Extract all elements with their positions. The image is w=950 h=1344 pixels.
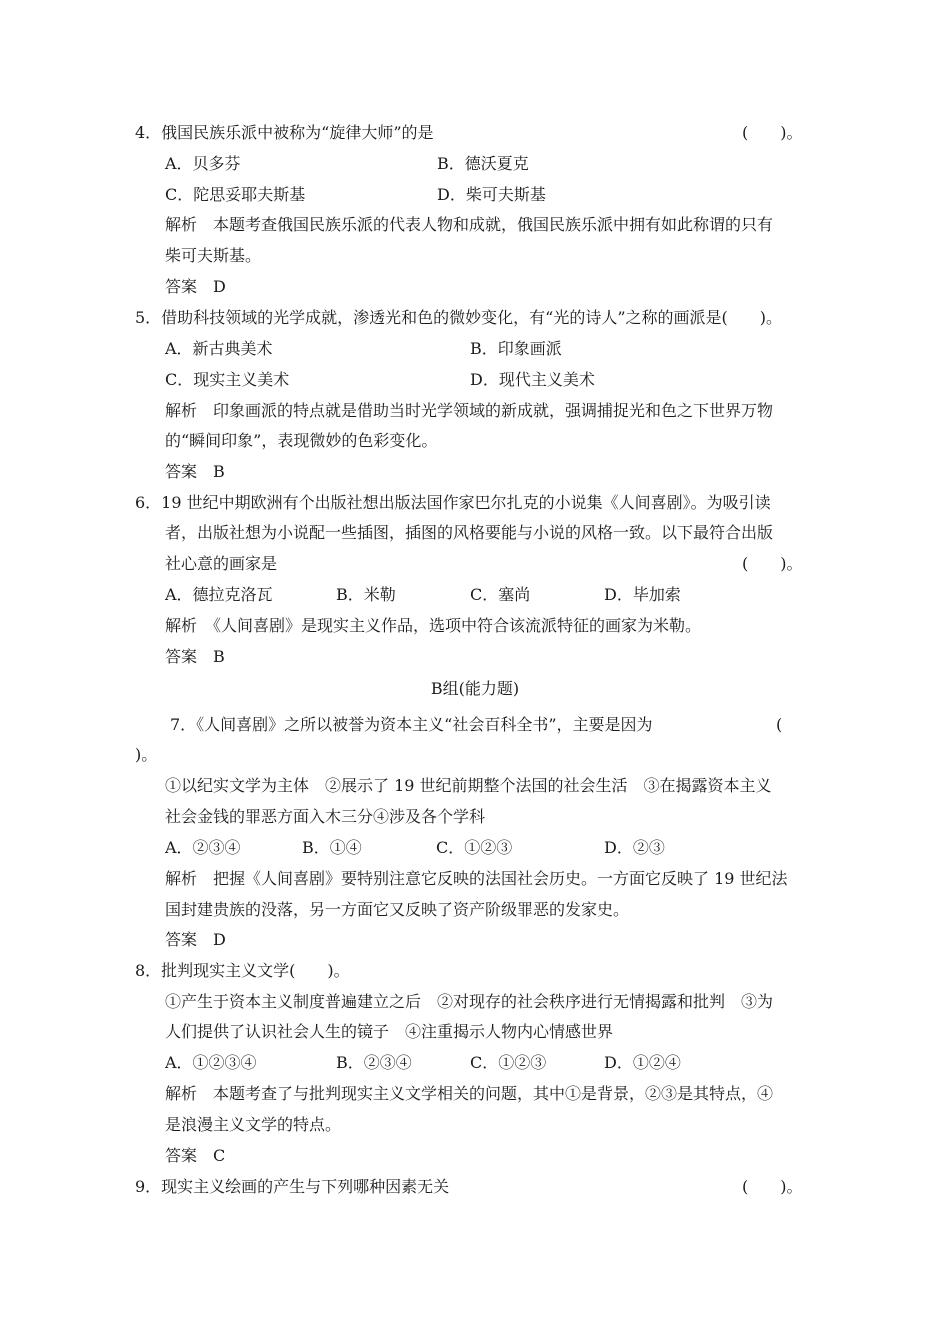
q7-option-a: A．②③④ <box>165 838 241 857</box>
q4-analysis-line2: 柴可夫斯基。 <box>165 246 262 265</box>
q5-stem: 5．借助科技领域的光学成就，渗透光和色的微妙变化，有“光的诗人”之称的画派是( )。 <box>135 308 783 327</box>
q7-stem-line2: )。 <box>135 745 158 764</box>
q7-items-line1: ①以纪实文学为主体 ②展示了 19 世纪前期整个法国的社会生活 ③在揭露资本主义 <box>165 776 772 795</box>
q8-analysis-line1: 解析 本题考查了与批判现实主义文学相关的问题，其中①是背景，②③是其特点，④ <box>165 1084 774 1103</box>
q6-answer: 答案 B <box>165 647 225 666</box>
q8-items-line2: 人们提供了认识社会人生的镜子 ④注重揭示人物内心情感世界 <box>165 1022 614 1041</box>
q5-analysis-line1: 解析 印象画派的特点就是借助当时光学领域的新成就，强调捕捉光和色之下世界万物 <box>165 401 774 420</box>
q9-answer-paren: ( )。 <box>742 1177 803 1196</box>
q6-analysis-line1: 解析 《人间喜剧》是现实主义作品，选项中符合该流派特征的画家为米勒。 <box>165 616 702 635</box>
q7-analysis-line2: 国封建贵族的没落，另一方面它又反映了资产阶级罪恶的发家史。 <box>165 900 630 919</box>
q4-option-a: A．贝多芬 <box>165 154 241 173</box>
q6-option-b: B．米勒 <box>336 585 396 604</box>
q5-option-d: D．现代主义美术 <box>470 370 595 389</box>
q8-items-line1: ①产生于资本主义制度普遍建立之后 ②对现存的社会秩序进行无情揭露和批判 ③为 <box>165 992 774 1011</box>
q7-option-c: C．①②③ <box>436 838 513 857</box>
q4-analysis-line1: 解析 本题考查俄国民族乐派的代表人物和成就，俄国民族乐派中拥有如此称谓的只有 <box>165 215 774 234</box>
q7-option-b: B．①④ <box>302 838 362 857</box>
section-b-heading: B组(能力题) <box>430 679 520 698</box>
q7-stem-line1: 7．《人间喜剧》之所以被誉为资本主义“社会百科全书”，主要是因为 <box>170 715 653 734</box>
q5-answer: 答案 B <box>165 462 225 481</box>
q8-option-c: C．①②③ <box>470 1053 547 1072</box>
q6-option-c: C．塞尚 <box>470 585 531 604</box>
q6-answer-paren: ( )。 <box>742 554 803 573</box>
q4-option-d: D．柴可夫斯基 <box>437 185 546 204</box>
q4-answer: 答案 D <box>165 277 226 296</box>
q7-answer: 答案 D <box>165 930 226 949</box>
q8-stem: 8．批判现实主义文学( )。 <box>135 961 350 980</box>
q7-option-d: D．②③ <box>604 838 665 857</box>
q9-stem: 9．现实主义绘画的产生与下列哪种因素无关 <box>135 1177 450 1196</box>
q5-option-c: C．现实主义美术 <box>165 370 290 389</box>
q8-option-d: D．①②④ <box>604 1053 681 1072</box>
q7-analysis-line1: 解析 把握《人间喜剧》要特别注意它反映的法国社会历史。一方面它反映了 19 世纪法 <box>165 869 788 888</box>
q6-stem-line2: 者，出版社想为小说配一些插图，插图的风格要能与小说的风格一致。以下最符合出版 <box>165 523 774 542</box>
q4-stem: 4．俄国民族乐派中被称为“旋律大师”的是 <box>135 123 434 142</box>
q4-option-b: B．德沃夏克 <box>437 154 529 173</box>
q6-stem-line1: 6．19 世纪中期欧洲有个出版社想出版法国作家巴尔扎克的小说集《人间喜剧》。为吸引读 <box>135 493 771 512</box>
q5-option-a: A．新古典美术 <box>165 339 273 358</box>
q6-option-d: D．毕加索 <box>604 585 681 604</box>
q8-option-a: A．①②③④ <box>165 1053 257 1072</box>
q4-answer-paren: ( )。 <box>742 123 803 142</box>
q5-option-b: B．印象画派 <box>470 339 562 358</box>
q7-items-line2: 社会金钱的罪恶方面入木三分④涉及各个学科 <box>165 807 486 826</box>
q6-option-a: A．德拉克洛瓦 <box>165 585 273 604</box>
q5-analysis-line2: 的“瞬间印象”，表现微妙的色彩变化。 <box>165 431 438 450</box>
q8-analysis-line2: 是浪漫主义文学的特点。 <box>165 1115 342 1134</box>
q6-stem-line3: 社心意的画家是 <box>165 554 278 573</box>
q7-open-paren: ( <box>776 715 783 734</box>
q4-option-c: C．陀思妥耶夫斯基 <box>165 185 306 204</box>
q8-option-b: B．②③④ <box>336 1053 412 1072</box>
q8-answer: 答案 C <box>165 1146 226 1165</box>
